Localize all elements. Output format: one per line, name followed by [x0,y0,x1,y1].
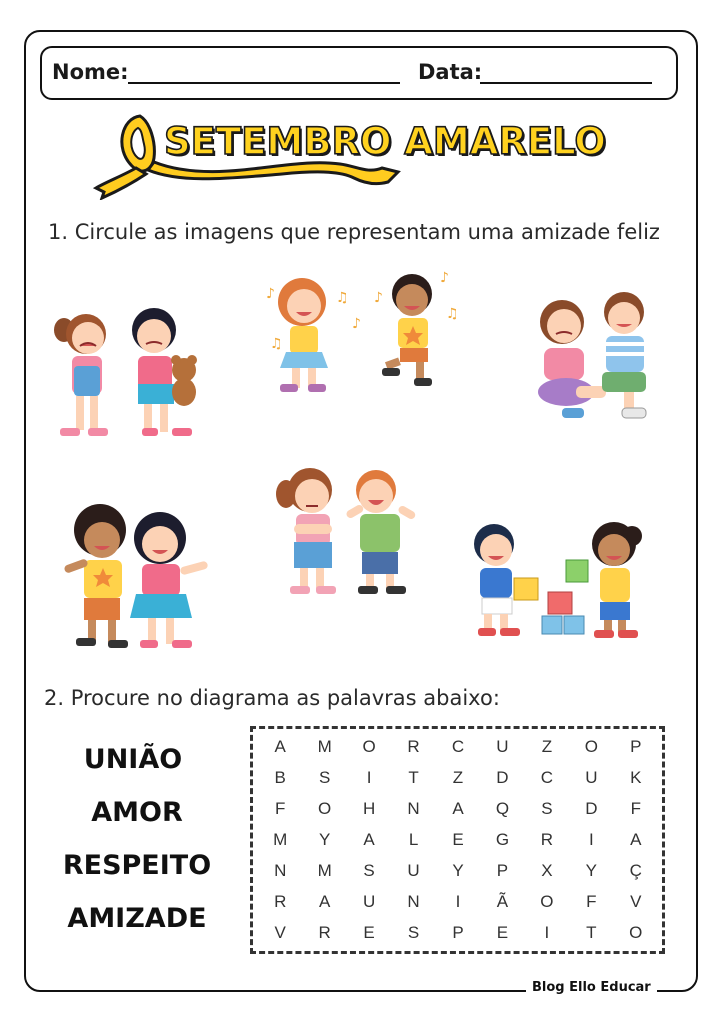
grid-cell[interactable]: A [630,829,642,849]
word-search-grid[interactable] [258,732,658,948]
grid-cell[interactable]: K [630,768,642,788]
grid-cell[interactable]: N [407,799,420,819]
grid-cell[interactable]: N [407,891,420,911]
grid-cell[interactable]: S [407,922,420,942]
page-title: SETEMBRO AMARELO [164,120,606,163]
grid-cell[interactable]: C [540,768,554,788]
grid-cell[interactable]: U [362,891,376,911]
upset-girl-icon [276,468,336,594]
grid-cell[interactable]: U [585,768,598,788]
svg-text:♪: ♪ [440,270,449,286]
grid-cell[interactable]: D [496,768,509,788]
grid-cell[interactable]: I [455,891,461,911]
grid-cell[interactable]: P [452,922,464,942]
grid-cell[interactable]: Z [541,737,553,757]
grid-cell[interactable]: R [407,737,420,757]
comforting-boy-icon [602,292,646,418]
grid-cell[interactable]: C [451,737,465,757]
grid-cell[interactable]: O [629,922,643,942]
toy-blocks-icon [514,560,588,634]
grid-cell[interactable]: O [540,891,554,911]
illustration-comforting[interactable] [532,290,662,430]
grid-cell[interactable]: Y [318,829,331,849]
grid-cell[interactable]: X [541,860,553,880]
grid-cell[interactable]: O [318,799,332,819]
question-2: 2. Procure no diagrama as palavras abaixo: [44,686,500,710]
crying-girl-icon [538,300,606,418]
grid-cell[interactable]: A [452,799,464,819]
illustration-teasing[interactable] [272,464,422,604]
hugging-girl-icon [130,512,209,648]
dancing-boy-icon [382,274,432,386]
grid-cell[interactable]: S [541,799,553,819]
laughing-boy-icon [345,470,417,594]
grid-cell[interactable]: Ç [629,860,642,880]
svg-text:♪: ♪ [352,316,361,332]
svg-text:♫: ♫ [270,336,283,352]
grid-cell[interactable]: L [408,829,419,849]
date-label: Data: [418,60,483,84]
grid-cell[interactable]: U [496,737,509,757]
illustration-dancing-kids[interactable] [262,268,462,398]
illustration-hugging-kids[interactable] [62,500,212,660]
grid-cell[interactable]: S [363,860,375,880]
dancing-girl-icon [278,278,328,392]
word-list-item: RESPEITO [62,850,212,881]
word-list-item: AMOR [91,797,183,828]
word-list-item: AMIZADE [67,903,207,934]
grid-cell[interactable]: R [540,829,554,849]
grid-cell[interactable]: Q [495,799,510,819]
grid-cell[interactable]: I [366,768,372,788]
question-1: 1. Circule as imagens que representam uma amizade feliz [48,220,660,244]
grid-cell[interactable]: T [586,922,597,942]
grid-cell[interactable]: I [588,829,594,849]
grid-cell[interactable]: Y [585,860,597,880]
svg-text:♫: ♫ [446,306,459,322]
illustration-blocks[interactable] [464,520,660,644]
grid-cell[interactable]: A [318,891,331,911]
girl-with-blocks-icon [592,522,642,638]
grid-cell[interactable]: A [274,737,286,757]
sad-girl-2-icon [132,308,197,436]
svg-text:♪: ♪ [374,290,383,306]
grid-cell[interactable]: Z [452,768,464,788]
grid-cell[interactable]: M [317,737,332,757]
hugging-boy-icon [63,504,128,648]
grid-cell[interactable]: D [585,799,598,819]
grid-cell[interactable]: E [452,829,464,849]
grid-cell[interactable]: N [274,860,287,880]
footer-credit: Blog Ello Educar [526,980,657,995]
title-banner [92,108,632,200]
grid-cell[interactable]: Y [452,860,464,880]
grid-cell[interactable]: P [630,737,642,757]
name-label: Nome: [52,60,129,84]
grid-cell[interactable]: F [630,799,641,819]
grid-cell[interactable]: S [318,768,331,788]
date-field[interactable] [480,82,652,84]
grid-cell[interactable]: B [274,768,286,788]
grid-cell[interactable]: G [495,829,510,849]
grid-cell[interactable]: A [363,829,375,849]
grid-cell[interactable]: M [273,829,288,849]
word-list-item: UNIÃO [83,744,183,775]
grid-cell[interactable]: E [496,922,509,942]
grid-cell[interactable]: E [363,922,375,942]
sad-girl-1-icon [54,314,108,436]
grid-cell[interactable]: F [275,799,286,819]
name-field[interactable] [128,82,400,84]
grid-cell[interactable]: U [407,860,420,880]
grid-cell[interactable]: I [544,922,550,942]
illustration-sad-girls[interactable] [46,300,206,450]
grid-cell[interactable]: R [318,922,331,942]
header-box [40,46,678,100]
grid-cell[interactable]: P [496,860,509,880]
grid-cell[interactable]: O [584,737,598,757]
grid-cell[interactable]: T [408,768,419,788]
grid-cell[interactable]: H [362,799,376,819]
grid-cell[interactable]: V [274,922,286,942]
grid-cell[interactable]: Ã [496,891,509,911]
grid-cell[interactable]: O [362,737,376,757]
svg-text:♫: ♫ [336,290,349,306]
boy-with-blocks-icon [474,524,520,636]
svg-text:♪: ♪ [266,286,275,302]
grid-cell[interactable]: V [630,891,642,911]
grid-cell[interactable]: M [317,860,332,880]
grid-cell[interactable]: F [586,891,597,911]
grid-cell[interactable]: R [274,891,287,911]
